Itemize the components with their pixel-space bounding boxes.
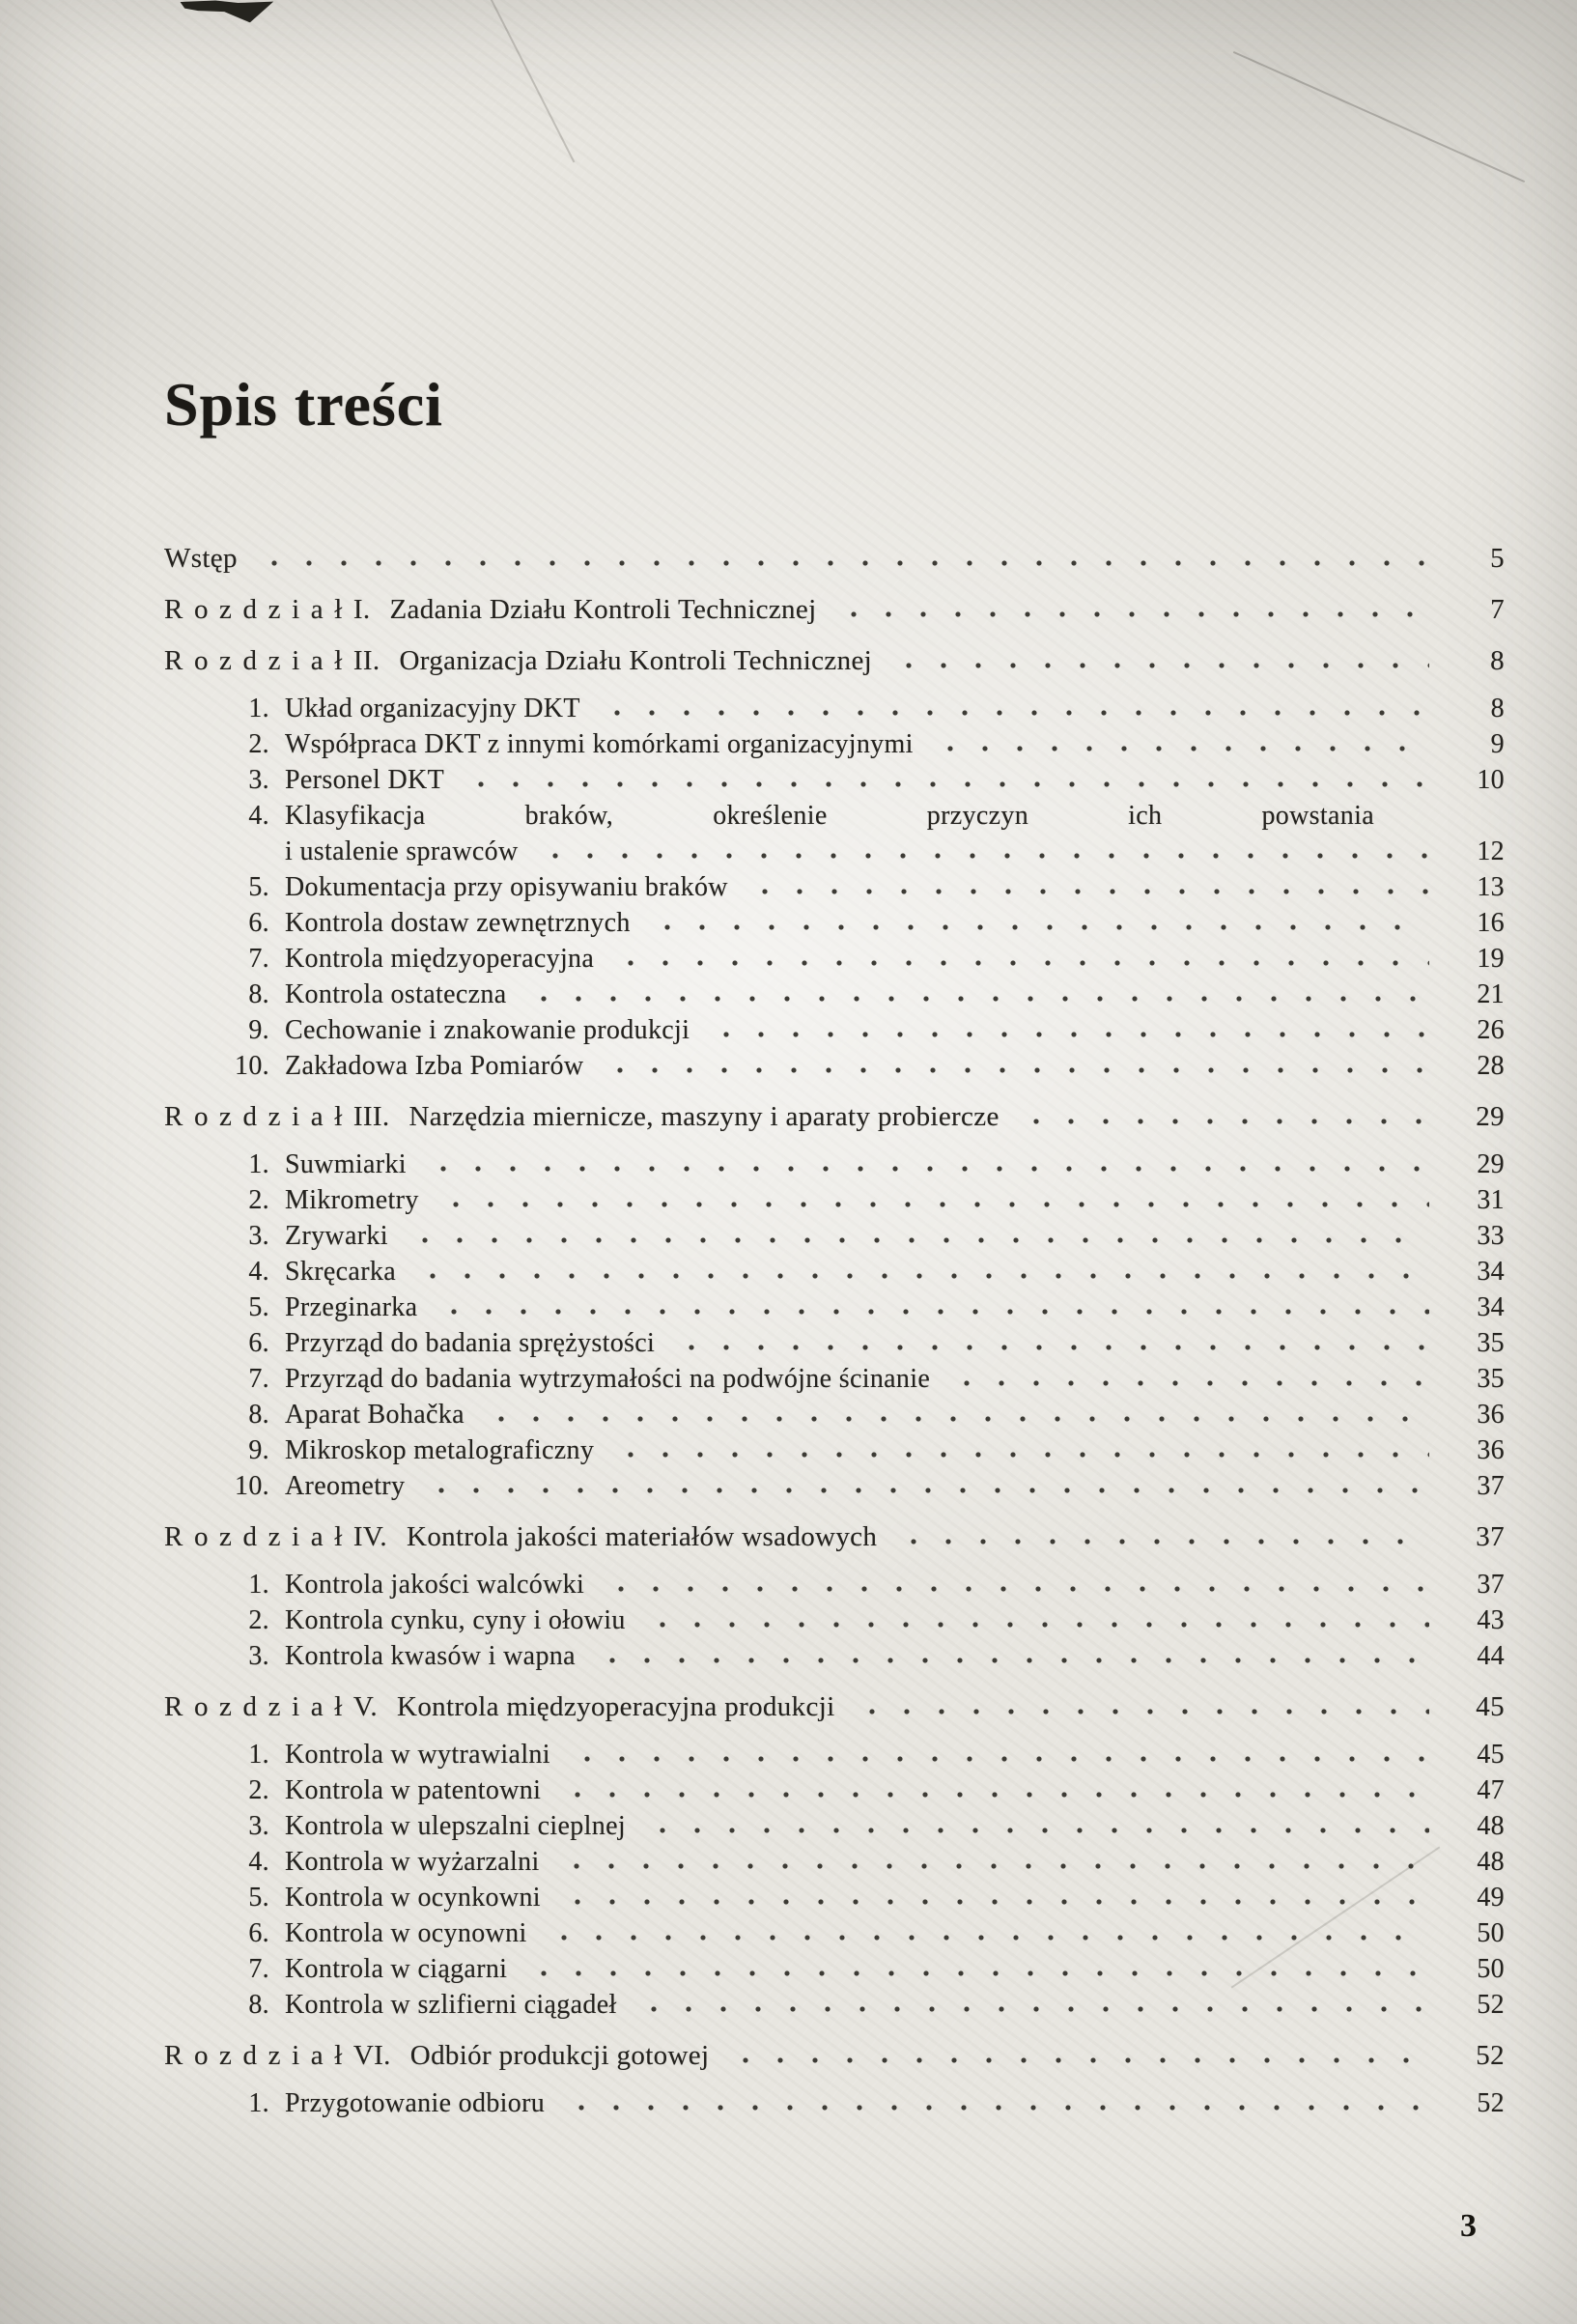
- item-number: 8.: [248, 979, 269, 1009]
- entry-page: 36: [1477, 1400, 1505, 1430]
- dot-leader: [836, 592, 1429, 628]
- toc-item-row: [164, 798, 1505, 869]
- entry-page: 13: [1477, 872, 1505, 902]
- entry-title: Personel DKT: [285, 765, 445, 795]
- table-of-contents: [164, 541, 1505, 2121]
- item-number: 3.: [248, 765, 269, 795]
- dot-leader: [595, 1638, 1429, 1674]
- toc-chapter-row: [164, 592, 1505, 628]
- dot-leader: [408, 1218, 1429, 1254]
- toc-item-line: [164, 798, 1505, 834]
- item-number: 10.: [234, 1471, 269, 1501]
- dot-leader: [855, 1689, 1430, 1725]
- toc-item-row: [164, 1602, 1505, 1638]
- entry-page: 45: [1476, 1691, 1505, 1722]
- dot-leader: [436, 1290, 1429, 1325]
- toc-chapter-row: [164, 643, 1505, 679]
- dot-leader: [415, 1254, 1429, 1290]
- dot-leader: [560, 1880, 1429, 1915]
- dot-leader: [747, 869, 1429, 905]
- item-number: 2.: [248, 729, 269, 759]
- entry-title: Kontrola w ocynowni: [285, 1918, 527, 1948]
- toc-item-row: [164, 905, 1505, 941]
- item-number: 1.: [248, 1740, 269, 1770]
- toc-item-row: [164, 1361, 1505, 1397]
- entry-page: 49: [1477, 1883, 1505, 1913]
- dot-leader: [438, 1182, 1429, 1218]
- toc-item-row: [164, 1987, 1505, 2023]
- toc-item-row: [164, 941, 1505, 977]
- page-content: [164, 369, 1505, 2121]
- entry-page: 37: [1476, 1521, 1505, 1552]
- entry-page: 16: [1477, 908, 1505, 938]
- dot-leader: [603, 1048, 1429, 1084]
- entry-title: Kontrola międzyoperacyjna: [285, 944, 595, 974]
- toc-item-row: [164, 1218, 1505, 1254]
- entry-page: 50: [1477, 1918, 1505, 1948]
- dot-leader: [896, 1519, 1429, 1555]
- dot-leader: [613, 941, 1429, 977]
- item-number: 2.: [248, 1185, 269, 1215]
- chapter-numeral: III.: [352, 1101, 390, 1132]
- entry-page: 5: [1490, 543, 1505, 574]
- item-number: 6.: [248, 1918, 269, 1948]
- dot-leader: [526, 977, 1429, 1012]
- dot-leader: [604, 1567, 1429, 1602]
- dot-leader: [1019, 1099, 1429, 1135]
- entry-title: Przyrząd do badania sprężystości: [285, 1328, 656, 1358]
- entry-title: Narzędzia miernicze, maszyny i aparaty probiercze: [408, 1101, 1000, 1132]
- dot-leader: [484, 1397, 1429, 1432]
- toc-item-row: [164, 1808, 1505, 1844]
- entry-page: 52: [1477, 2088, 1505, 2118]
- toc-top-row: [164, 541, 1505, 577]
- entry-page: 21: [1477, 979, 1505, 1009]
- toc-item-row: [164, 691, 1505, 726]
- entry-page: 45: [1477, 1740, 1505, 1770]
- toc-item-row: [164, 1468, 1505, 1504]
- entry-title: Kontrola w wytrawialni: [285, 1740, 550, 1770]
- entry-page: 37: [1477, 1471, 1505, 1501]
- entry-title: Kontrola cynku, cyny i ołowiu: [285, 1605, 626, 1635]
- item-number: 5.: [248, 1292, 269, 1322]
- item-number: 7.: [248, 1364, 269, 1394]
- dot-leader: [564, 2085, 1429, 2121]
- entry-page: 31: [1477, 1185, 1505, 1215]
- toc-item-row: [164, 1397, 1505, 1432]
- toc-item-row: [164, 1325, 1505, 1361]
- item-number: 9.: [248, 1435, 269, 1465]
- item-number: 7.: [248, 944, 269, 974]
- dot-leader: [526, 1951, 1429, 1987]
- entry-title: Mikrometry: [285, 1185, 419, 1215]
- entry-page: 48: [1477, 1847, 1505, 1877]
- entry-page: 26: [1477, 1015, 1505, 1045]
- item-number: 7.: [248, 1954, 269, 1984]
- toc-item-row: [164, 1772, 1505, 1808]
- chapter-word: Rozdział: [164, 645, 353, 676]
- chapter-word: Rozdział: [164, 1691, 353, 1722]
- entry-title: Klasyfikacja braków, określenie przyczyn ich powstania: [285, 801, 1374, 831]
- entry-title: Zrywarki: [285, 1221, 388, 1251]
- entry-title: Skręcarka: [285, 1257, 396, 1287]
- toc-item-row: [164, 762, 1505, 798]
- entry-title-continued: i ustalenie sprawców: [285, 836, 519, 866]
- dot-leader: [709, 1012, 1429, 1048]
- entry-title: Dokumentacja przy opisywaniu braków: [285, 872, 728, 902]
- item-number: 5.: [248, 1883, 269, 1913]
- chapter-numeral: II.: [352, 645, 380, 676]
- entry-title: Współpraca DKT z innymi komórkami organizacyjnymi: [285, 729, 914, 759]
- toc-item-row: [164, 1844, 1505, 1880]
- entry-title: Kontrola w wyżarzalni: [285, 1847, 540, 1877]
- dot-leader: [674, 1325, 1429, 1361]
- toc-item-row: [164, 1915, 1505, 1951]
- item-number: 6.: [248, 908, 269, 938]
- entry-title: Kontrola jakości walcówki: [285, 1570, 585, 1600]
- entry-title: Zadania Działu Kontroli Technicznej: [389, 594, 817, 625]
- toc-chapter-row: [164, 1519, 1505, 1555]
- item-number: 10.: [234, 1051, 269, 1081]
- scan-artifact-scratch: [1233, 51, 1525, 183]
- entry-title: Mikroskop metalograficzny: [285, 1435, 595, 1465]
- scan-artifact-tear: [181, 0, 276, 31]
- chapter-word: Rozdział: [164, 1101, 353, 1132]
- dot-leader: [559, 1844, 1429, 1880]
- entry-page: 43: [1477, 1605, 1505, 1635]
- entry-title: Układ organizacyjny DKT: [285, 694, 580, 723]
- item-number: 4.: [248, 1847, 269, 1877]
- toc-item-row: [164, 1951, 1505, 1987]
- entry-title: Przyrząd do badania wytrzymałości na podwójne ścinanie: [285, 1364, 931, 1394]
- entry-title: Kontrola w patentowni: [285, 1775, 542, 1805]
- dot-leader: [933, 726, 1429, 762]
- toc-item-row: [164, 1290, 1505, 1325]
- toc-chapter-row: [164, 1099, 1505, 1135]
- entry-page: 36: [1477, 1435, 1505, 1465]
- item-number: 8.: [248, 1400, 269, 1430]
- entry-title: Kontrola w ocynkowni: [285, 1883, 541, 1913]
- entry-page: 7: [1490, 594, 1505, 625]
- entry-page: 35: [1477, 1364, 1505, 1394]
- entry-page: 50: [1477, 1954, 1505, 1984]
- entry-page: 34: [1477, 1257, 1505, 1287]
- entry-title: Zakładowa Izba Pomiarów: [285, 1051, 584, 1081]
- item-number: 4.: [248, 1257, 269, 1287]
- dot-leader: [538, 834, 1429, 869]
- dot-leader: [424, 1468, 1429, 1504]
- entry-page: 52: [1477, 1990, 1505, 2020]
- toc-chapter-row: [164, 1689, 1505, 1725]
- entry-title: Kontrola jakości materiałów wsadowych: [407, 1521, 878, 1552]
- entry-page: 8: [1490, 645, 1505, 676]
- item-number: 2.: [248, 1775, 269, 1805]
- entry-page: 9: [1490, 729, 1505, 759]
- toc-item-row: [164, 1147, 1505, 1182]
- toc-item-row: [164, 1182, 1505, 1218]
- item-number: 5.: [248, 872, 269, 902]
- entry-title: Aparat Bohačka: [285, 1400, 465, 1430]
- entry-page: 48: [1477, 1811, 1505, 1841]
- page-number: 3: [1460, 2208, 1477, 2244]
- entry-page: 37: [1477, 1570, 1505, 1600]
- toc-item-row: [164, 869, 1505, 905]
- dot-leader: [464, 762, 1429, 798]
- entry-title: Kontrola ostateczna: [285, 979, 507, 1009]
- dot-leader: [547, 1915, 1429, 1951]
- entry-title: Wstęp: [164, 543, 238, 574]
- entry-title: Kontrola dostaw zewnętrznych: [285, 908, 631, 938]
- chapter-word: Rozdział: [164, 1521, 353, 1552]
- item-number: 3.: [248, 1641, 269, 1671]
- entry-title: Kontrola w szlifierni ciągadeł: [285, 1990, 617, 2020]
- chapter-word: Rozdział: [164, 594, 353, 625]
- dot-leader: [891, 643, 1429, 679]
- dot-leader: [257, 541, 1429, 577]
- scan-artifact-scratch: [468, 0, 576, 162]
- dot-leader: [636, 1987, 1429, 2023]
- toc-item-row: [164, 1254, 1505, 1290]
- entry-page: 44: [1477, 1641, 1505, 1671]
- entry-title: Organizacja Działu Kontroli Technicznej: [399, 645, 873, 676]
- toc-item-row: [164, 1737, 1505, 1772]
- chapter-numeral: I.: [352, 594, 371, 625]
- toc-item-row: [164, 1880, 1505, 1915]
- dot-leader: [570, 1737, 1429, 1772]
- entry-page: 8: [1490, 694, 1505, 723]
- entry-page: 29: [1476, 1101, 1505, 1132]
- item-number: 8.: [248, 1990, 269, 2020]
- item-number: 3.: [248, 1221, 269, 1251]
- chapter-numeral: IV.: [352, 1521, 388, 1552]
- dot-leader: [600, 691, 1429, 726]
- entry-title: Odbiór produkcji gotowej: [409, 2040, 710, 2071]
- entry-title: Kontrola w ciągarni: [285, 1954, 508, 1984]
- dot-leader: [650, 905, 1429, 941]
- entry-title: Suwmiarki: [285, 1149, 407, 1179]
- entry-title: Kontrola międzyoperacyjna produkcji: [397, 1691, 835, 1722]
- entry-title: Kontrola w ulepszalni cieplnej: [285, 1811, 626, 1841]
- item-number: 1.: [248, 694, 269, 723]
- entry-page: 19: [1477, 944, 1505, 974]
- toc-item-row: [164, 977, 1505, 1012]
- toc-item-row: [164, 726, 1505, 762]
- item-number: 1.: [248, 2088, 269, 2118]
- toc-item-row: [164, 2085, 1505, 2121]
- entry-title: Cechowanie i znakowanie produkcji: [285, 1015, 690, 1045]
- chapter-numeral: V.: [352, 1691, 379, 1722]
- entry-page: 52: [1476, 2040, 1505, 2071]
- entry-page: 12: [1477, 836, 1505, 866]
- entry-page: 33: [1477, 1221, 1505, 1251]
- item-number: 6.: [248, 1328, 269, 1358]
- chapter-word: Rozdział: [164, 2040, 353, 2071]
- toc-item-line: [164, 834, 1505, 869]
- page-title: Spis treści: [164, 370, 443, 439]
- entry-page: 10: [1477, 765, 1505, 795]
- toc-item-row: [164, 1638, 1505, 1674]
- toc-item-row: [164, 1048, 1505, 1084]
- entry-title: Przeginarka: [285, 1292, 418, 1322]
- item-number: 3.: [248, 1811, 269, 1841]
- item-number: 9.: [248, 1015, 269, 1045]
- entry-title: Przygotowanie odbioru: [285, 2088, 546, 2118]
- entry-page: 34: [1477, 1292, 1505, 1322]
- dot-leader: [613, 1432, 1429, 1468]
- dot-leader: [560, 1772, 1429, 1808]
- entry-page: 29: [1477, 1149, 1505, 1179]
- dot-leader: [426, 1147, 1429, 1182]
- entry-page: 47: [1477, 1775, 1505, 1805]
- dot-leader: [645, 1808, 1429, 1844]
- dot-leader: [728, 2038, 1429, 2074]
- toc-item-row: [164, 1012, 1505, 1048]
- toc-chapter-row: [164, 2038, 1505, 2074]
- entry-title: Areometry: [285, 1471, 406, 1501]
- dot-leader: [645, 1602, 1429, 1638]
- item-number: 2.: [248, 1605, 269, 1635]
- item-number: 1.: [248, 1149, 269, 1179]
- entry-page: 28: [1477, 1051, 1505, 1081]
- item-number: 1.: [248, 1570, 269, 1600]
- entry-page: 35: [1477, 1328, 1505, 1358]
- item-number: 4.: [248, 801, 269, 831]
- chapter-numeral: VI.: [352, 2040, 391, 2071]
- entry-title: Kontrola kwasów i wapna: [285, 1641, 576, 1671]
- toc-item-row: [164, 1432, 1505, 1468]
- toc-item-row: [164, 1567, 1505, 1602]
- dot-leader: [949, 1361, 1429, 1397]
